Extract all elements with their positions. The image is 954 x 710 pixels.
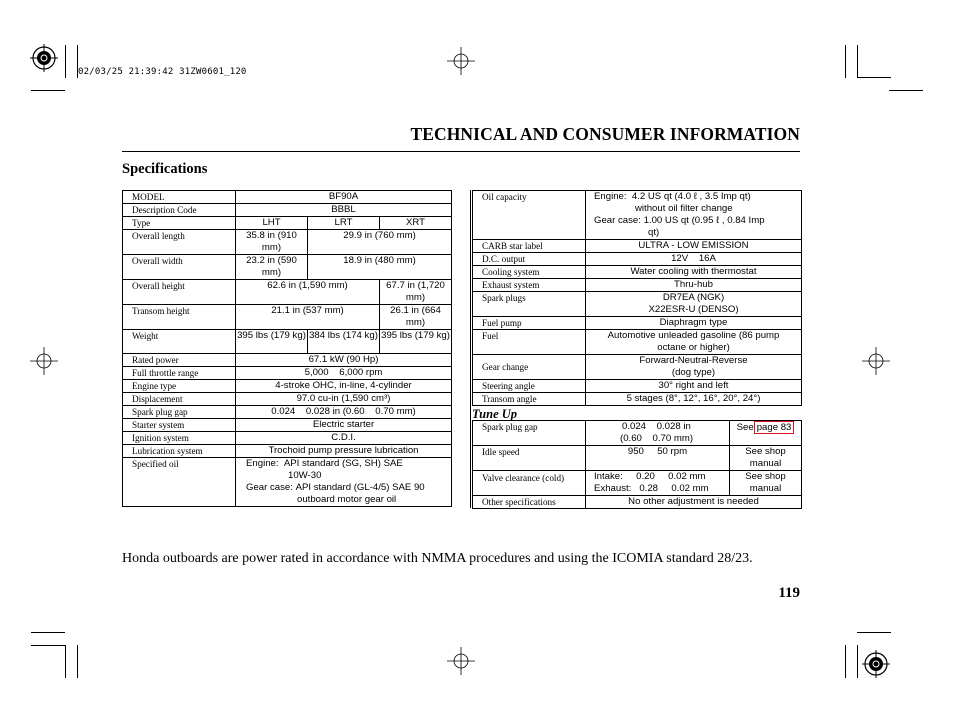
spark-plug-line: X22ESR-U (DENSO)	[648, 304, 739, 315]
table-row	[123, 367, 452, 380]
table-row	[473, 292, 802, 317]
page-number: 119	[778, 585, 800, 601]
starter-value: Electric starter	[236, 419, 452, 432]
table-row	[473, 317, 802, 330]
row-label: CARB star label	[473, 240, 586, 253]
fuel-pump-value: Diaphragm type	[586, 317, 802, 330]
height-lht-lrt: 62.6 in (1,590 mm)	[236, 280, 380, 305]
row-label: Weight	[123, 330, 236, 354]
table-row	[123, 406, 452, 419]
row-label: Engine type	[123, 380, 236, 393]
fuel-value	[586, 330, 802, 355]
width-other: 18.9 in (480 mm)	[308, 255, 452, 280]
tune-gap-line: 0.024 0.028 in	[622, 421, 691, 432]
valve-clearance-value	[586, 471, 730, 496]
table-row	[123, 305, 452, 330]
row-label: Cooling system	[473, 266, 586, 279]
row-label: Rated power	[123, 354, 236, 367]
specifications-table	[122, 190, 452, 507]
height-xrt: 67.7 in (1,720 mm)	[380, 280, 452, 305]
title-rule	[122, 151, 800, 152]
table-row	[473, 471, 802, 496]
specified-oil-value	[236, 458, 452, 507]
table-row	[473, 279, 802, 292]
row-label: Spark plug gap	[123, 406, 236, 419]
displacement-value: 97.0 cu-in (1,590 cm³)	[236, 393, 452, 406]
valve-line: Intake: 0.20 0.02 mm	[594, 471, 706, 482]
spark-plugs-value	[586, 292, 802, 317]
table-row	[123, 255, 452, 280]
weight-lrt: 384 lbs (174 kg)	[308, 330, 380, 354]
table-row	[123, 230, 452, 255]
row-label: D.C. output	[473, 253, 586, 266]
length-lht: 35.8 in (910 mm)	[236, 230, 308, 255]
tune-up-title: Tune Up	[472, 407, 518, 421]
table-row	[473, 253, 802, 266]
lubrication-value: Trochoid pump pressure lubrication	[236, 445, 452, 458]
carb-value: ULTRA - LOW EMISSION	[586, 240, 802, 253]
table-row	[123, 393, 452, 406]
gear-change-value	[586, 355, 802, 380]
crosshair-icon	[30, 347, 58, 375]
table-row	[123, 217, 452, 230]
valve-line: Exhaust: 0.28 0.02 mm	[594, 483, 709, 494]
row-label: Other specifications	[473, 496, 586, 509]
row-label: Transom angle	[473, 393, 586, 406]
section-title: Specifications	[122, 161, 208, 177]
fuel-line: octane or higher)	[657, 342, 730, 353]
oil-capacity-line: without oil filter change	[635, 203, 733, 214]
table-row	[123, 432, 452, 445]
row-label: Overall width	[123, 255, 236, 280]
table-row	[473, 330, 802, 355]
row-label: Spark plug gap	[473, 421, 586, 446]
row-label: Fuel	[473, 330, 586, 355]
transom-lht-lrt: 21.1 in (537 mm)	[236, 305, 380, 330]
row-label: Overall length	[123, 230, 236, 255]
row-label: Lubrication system	[123, 445, 236, 458]
row-label: Idle speed	[473, 446, 586, 471]
row-label: Spark plugs	[473, 292, 586, 317]
row-label: Starter system	[123, 419, 236, 432]
model-value: BF90A	[236, 191, 452, 204]
type-lht: LHT	[236, 217, 308, 230]
reference-prefix: See	[736, 422, 754, 433]
oil-capacity-line: Engine: 4.2 US qt (4.0 ℓ , 3.5 Imp qt)	[594, 191, 751, 202]
column-divider	[470, 190, 471, 508]
table-row	[473, 191, 802, 240]
rated-power-value: 67.1 kW (90 Hp)	[236, 354, 452, 367]
row-label: Exhaust system	[473, 279, 586, 292]
width-lht: 23.2 in (590 mm)	[236, 255, 308, 280]
length-other: 29.9 in (760 mm)	[308, 230, 452, 255]
table-row	[473, 446, 802, 471]
registration-target-icon	[30, 44, 60, 74]
weight-xrt: 395 lbs (179 kg)	[380, 330, 452, 354]
exhaust-value: Thru-hub	[586, 279, 802, 292]
print-stamp: 02/03/25 21:39:42 31ZW0601_120	[78, 67, 247, 77]
row-label: Ignition system	[123, 432, 236, 445]
oil-line: Gear case: API standard (GL-4/5) SAE 90	[246, 482, 425, 493]
registration-target-icon	[862, 650, 892, 680]
oil-line: Engine: API standard (SG, SH) SAE	[246, 458, 403, 469]
oil-line: 10W-30	[288, 470, 322, 481]
valve-clearance-reference: See shop manual	[730, 471, 802, 496]
other-specifications-value: No other adjustment is needed	[586, 496, 802, 509]
gear-line: (dog type)	[671, 367, 716, 378]
row-label: Transom height	[123, 305, 236, 330]
crosshair-icon	[447, 47, 475, 75]
steering-angle-value: 30° right and left	[586, 380, 802, 393]
crosshair-icon	[862, 347, 890, 375]
table-row	[123, 354, 452, 367]
tune-gap-line: (0.60 0.70 mm)	[620, 433, 694, 444]
engine-type-value: 4-stroke OHC, in-line, 4-cylinder	[236, 380, 452, 393]
crosshair-icon	[447, 647, 475, 675]
table-row	[123, 380, 452, 393]
row-label: Steering angle	[473, 380, 586, 393]
cooling-value: Water cooling with thermostat	[586, 266, 802, 279]
idle-speed-value: 950 50 rpm	[586, 446, 730, 471]
plug-gap-value: 0.024 0.028 in (0.60 0.70 mm)	[236, 406, 452, 419]
row-label: MODEL	[123, 191, 236, 204]
table-row	[473, 393, 802, 406]
table-row	[123, 204, 452, 217]
row-label: Fuel pump	[473, 317, 586, 330]
page-title: TECHNICAL AND CONSUMER INFORMATION	[410, 124, 800, 144]
oil-capacity-line: Gear case: 1.00 US qt (0.95 ℓ , 0.84 Imp	[594, 215, 765, 226]
table-row	[473, 380, 802, 393]
page-83-link[interactable]: page 83	[754, 421, 795, 434]
ignition-value: C.D.I.	[236, 432, 452, 445]
table-row	[123, 191, 452, 204]
row-label: Gear change	[473, 355, 586, 380]
spark-plug-line: DR7EA (NGK)	[662, 292, 725, 303]
footnote: Honda outboards are power rated in accordance with NMMA procedures and using the ICOMIA standard 28/23.	[122, 551, 753, 566]
table-row	[473, 355, 802, 380]
dc-output-value: 12V 16A	[586, 253, 802, 266]
table-row	[473, 240, 802, 253]
row-label: Displacement	[123, 393, 236, 406]
oil-capacity-value	[586, 191, 802, 240]
row-label: Type	[123, 217, 236, 230]
table-row	[123, 330, 452, 354]
throttle-value: 5,000 6,000 rpm	[236, 367, 452, 380]
table-row	[473, 496, 802, 509]
table-row	[473, 266, 802, 279]
row-label: Full throttle range	[123, 367, 236, 380]
type-lrt: LRT	[308, 217, 380, 230]
row-label: Overall height	[123, 280, 236, 305]
row-label: Oil capacity	[473, 191, 586, 240]
tune-up-table	[472, 420, 802, 509]
row-label: Specified oil	[123, 458, 236, 507]
row-label: Valve clearance (cold)	[473, 471, 586, 496]
fuel-line: Automotive unleaded gasoline (86 pump	[607, 330, 780, 341]
table-row	[123, 280, 452, 305]
type-xrt: XRT	[380, 217, 452, 230]
description-code-value: BBBL	[236, 204, 452, 217]
table-row	[473, 421, 802, 446]
idle-speed-reference: See shop manual	[730, 446, 802, 471]
specifications-table-continued	[472, 190, 802, 406]
oil-capacity-line: qt)	[648, 227, 660, 238]
row-label: Description Code	[123, 204, 236, 217]
gear-line: Forward-Neutral-Reverse	[639, 355, 748, 366]
transom-xrt: 26.1 in (664 mm)	[380, 305, 452, 330]
table-row	[123, 458, 452, 507]
transom-angle-value: 5 stages (8°, 12°, 16°, 20°, 24°)	[586, 393, 802, 406]
weight-lht: 395 lbs (179 kg)	[236, 330, 308, 354]
oil-line: outboard motor gear oil	[297, 494, 397, 505]
table-row	[123, 445, 452, 458]
tune-gap-reference	[730, 421, 802, 446]
table-row	[123, 419, 452, 432]
tune-gap-value	[586, 421, 730, 446]
